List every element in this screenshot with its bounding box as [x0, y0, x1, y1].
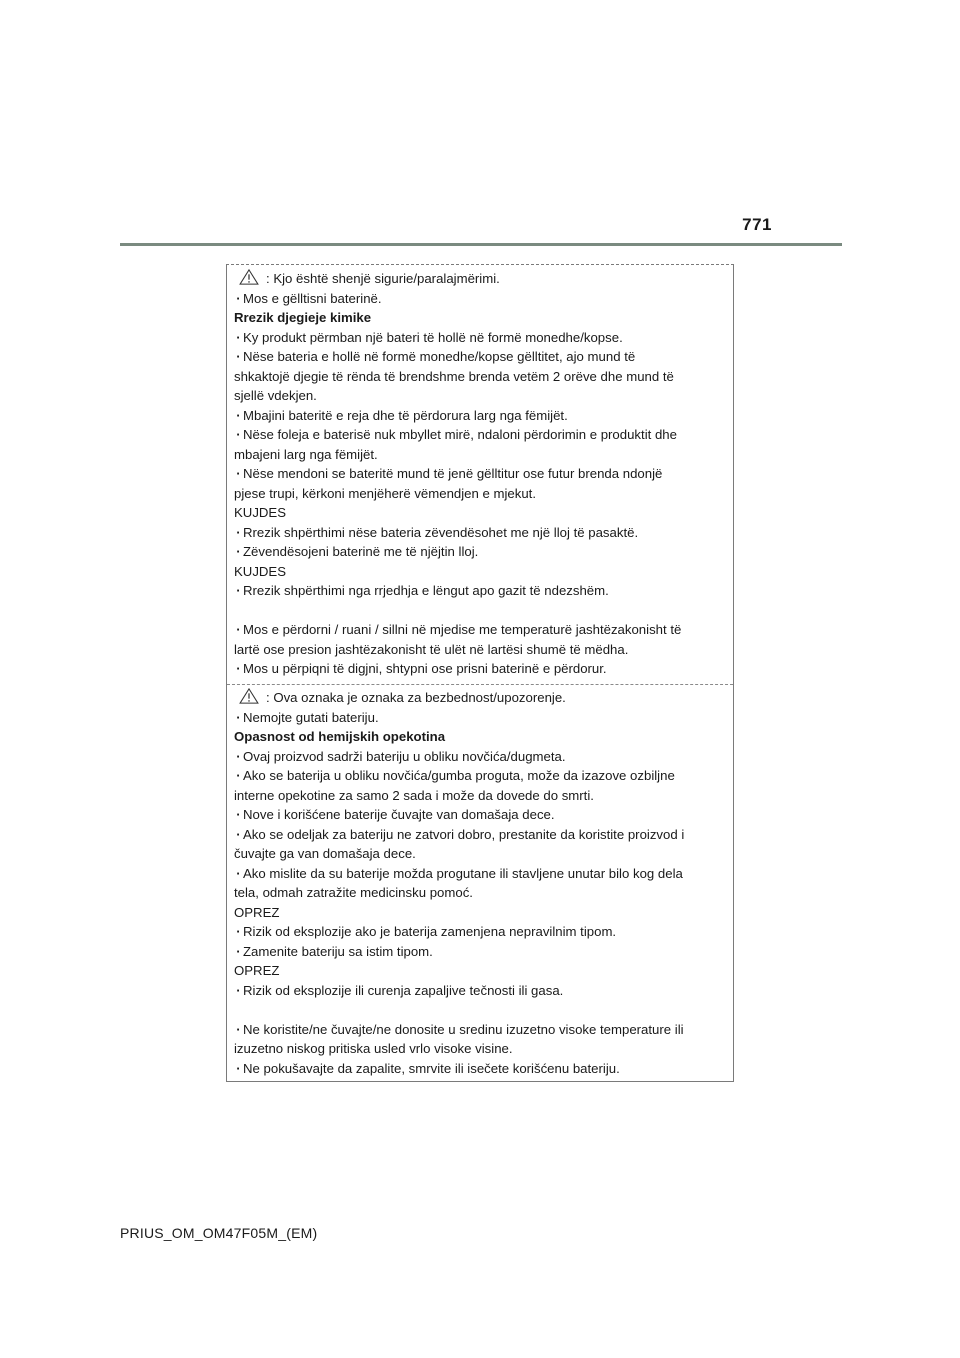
list-item: [234, 464, 721, 484]
bullet-dot-icon: ·: [236, 768, 241, 783]
list-item: [234, 620, 721, 640]
bullet-dot-icon: ·: [236, 1060, 241, 1076]
bullet-dot-icon: ·: [236, 826, 241, 842]
item-text: Rizik od eksplozije ako je baterija zamenjena nepravilnim tipom.: [243, 924, 617, 939]
bullet-dot-icon: ·: [236, 622, 241, 637]
section-serbian: [227, 688, 733, 1078]
item-text: Nëse bateria e hollë në formë monedhe/kopse gëlltitet, ajo mund të: [243, 349, 636, 364]
item-text: Ako mislite da su baterije možda progutane ili stavljene unutar bilo kog dela: [243, 865, 683, 881]
warning-triangle-icon: [238, 688, 260, 704]
list-item: [234, 864, 721, 884]
item-text: Ako se odeljak za bateriju ne zatvori dobro, prestanite da koristite proizvod i: [243, 826, 685, 842]
bullet-dot-icon: ·: [236, 709, 241, 725]
item-text: Zamenite bateriju sa istim tipom.: [243, 943, 433, 959]
document-code: PRIUS_OM_OM47F05M_(EM): [120, 1225, 318, 1241]
item-text: Mos e përdorni / ruani / sillni në mjedise me temperaturë jashtëzakonisht të: [243, 622, 682, 637]
section-divider: [227, 684, 733, 685]
item-continuation: shkaktojë djegie të rënda të brendshme brenda vetëm 2 orëve dhe mund të: [234, 368, 674, 384]
item-continuation: sjellë vdekjen.: [234, 388, 317, 403]
item-continuation: čuvajte ga van domašaja dece.: [234, 846, 416, 861]
bullet-dot-icon: ·: [236, 1021, 241, 1037]
bullet-dot-icon: ·: [236, 982, 241, 998]
bullet-dot-icon: ·: [236, 748, 241, 764]
item-text: Mos u përpiqni të digjni, shtypni ose prisni baterinë e përdorur.: [243, 661, 607, 676]
page-number: 771: [742, 215, 772, 234]
item-text: Ne koristite/ne čuvajte/ne donosite u sredinu izuzetno visoke temperature ili: [243, 1021, 684, 1037]
bullet-dot-icon: ·: [236, 807, 241, 822]
subheading: OPREZ: [234, 904, 280, 920]
item-text: Zëvendësojeni baterinë me të njëjtin lloj.: [243, 544, 479, 559]
bullet-dot-icon: ·: [236, 661, 241, 676]
warning-title-line: [234, 269, 721, 289]
list-item: [234, 347, 721, 367]
item-text: Rrezik shpërthimi nga rrjedhja e lëngut apo gazit të ndezshëm.: [243, 583, 609, 598]
list-item: [234, 581, 721, 601]
bullet-dot-icon: ·: [236, 544, 241, 559]
item-text: Ky produkt përmban një bateri të hollë në formë monedhe/kopse.: [243, 329, 623, 345]
item-text: Ne pokušavajte da zapalite, smrvite ili isečete korišćenu bateriju.: [243, 1060, 620, 1076]
section-albanian: [227, 269, 733, 679]
item-text: Ovaj proizvod sadrži bateriju u obliku novčića/dugmeta.: [243, 748, 566, 764]
item-continuation: mbajeni larg nga fëmijët.: [234, 446, 378, 462]
list-item: [234, 981, 721, 1001]
item-continuation: tela, odmah zatražite medicinsku pomoć.: [234, 885, 473, 900]
item-continuation: interne opekotine za samo 2 sada i može da dovede do smrti.: [234, 787, 594, 803]
bullet-dot-icon: ·: [236, 865, 241, 881]
item-text: Ako se baterija u obliku novčića/gumba proguta, može da izazove ozbiljne: [243, 768, 675, 783]
list-item: [234, 1020, 721, 1040]
bullet-dot-icon: ·: [236, 943, 241, 959]
item-text: Rizik od eksplozije ili curenja zapaljive tečnosti ili gasa.: [243, 982, 564, 998]
item-text: Nëse foleja e baterisë nuk mbyllet mirë, ndaloni përdorimin e produktit dhe: [243, 427, 677, 442]
warning-title-line: [234, 688, 721, 708]
bullet-dot-icon: ·: [236, 329, 241, 345]
list-item: [234, 542, 721, 562]
bullet-dot-icon: ·: [236, 524, 241, 540]
list-item: [234, 942, 721, 962]
list-item: [234, 825, 721, 845]
warning-title: : Ova oznaka je oznaka za bezbednost/upozorenje.: [266, 690, 566, 705]
list-item: [234, 659, 721, 679]
subheading: KUJDES: [234, 563, 287, 579]
subheading: KUJDES: [234, 505, 287, 520]
warning-triangle-icon: [238, 269, 260, 285]
item-text: Nemojte gutati bateriju.: [243, 709, 379, 725]
bullet-dot-icon: ·: [236, 290, 241, 306]
list-item: [234, 747, 721, 767]
item-text: Rrezik shpërthimi nëse bateria zëvendësohet me një lloj të pasaktë.: [243, 524, 639, 540]
item-text: Nëse mendoni se bateritë mund të jenë gëlltitur ose futur brenda ndonjë: [243, 466, 663, 481]
bullet-dot-icon: ·: [236, 349, 241, 364]
subheading: Rrezik djegieje kimike: [234, 310, 372, 325]
item-text: Nove i korišćene baterije čuvajte van domašaja dece.: [243, 807, 555, 822]
list-item: [234, 406, 721, 426]
list-item: [234, 523, 721, 543]
list-item: [234, 425, 721, 445]
list-item: [234, 766, 721, 786]
warning-box: [226, 264, 734, 1082]
subheading: Opasnost od hemijskih opekotina: [234, 729, 446, 744]
item-continuation: izuzetno niskog pritiska usled vrlo visoke visine.: [234, 1041, 513, 1056]
item-continuation: lartë ose presion jashtëzakonisht të ulët në lartësi shumë të mëdha.: [234, 641, 629, 657]
bullet-dot-icon: ·: [236, 427, 241, 442]
warning-title: : Kjo është shenjë sigurie/paralajmërimi.: [266, 271, 500, 286]
list-item: [234, 922, 721, 942]
list-item: [234, 805, 721, 825]
spacer: [234, 601, 721, 621]
list-item: [234, 328, 721, 348]
list-item: [234, 289, 721, 309]
bullet-dot-icon: ·: [236, 466, 241, 481]
list-item: [234, 708, 721, 728]
list-item: [234, 1059, 721, 1079]
subheading: OPREZ: [234, 963, 280, 978]
item-continuation: pjese trupi, kërkoni menjëherë vëmendjen e mjekut.: [234, 485, 537, 501]
bullet-dot-icon: ·: [236, 407, 241, 423]
bullet-dot-icon: ·: [236, 924, 241, 939]
bullet-dot-icon: ·: [236, 583, 241, 598]
item-text: Mbajini bateritë e reja dhe të përdorura larg nga fëmijët.: [243, 407, 568, 423]
spacer: [234, 1000, 721, 1020]
header-rule: [120, 243, 842, 246]
item-text: Mos e gëlltisni baterinë.: [243, 290, 382, 306]
